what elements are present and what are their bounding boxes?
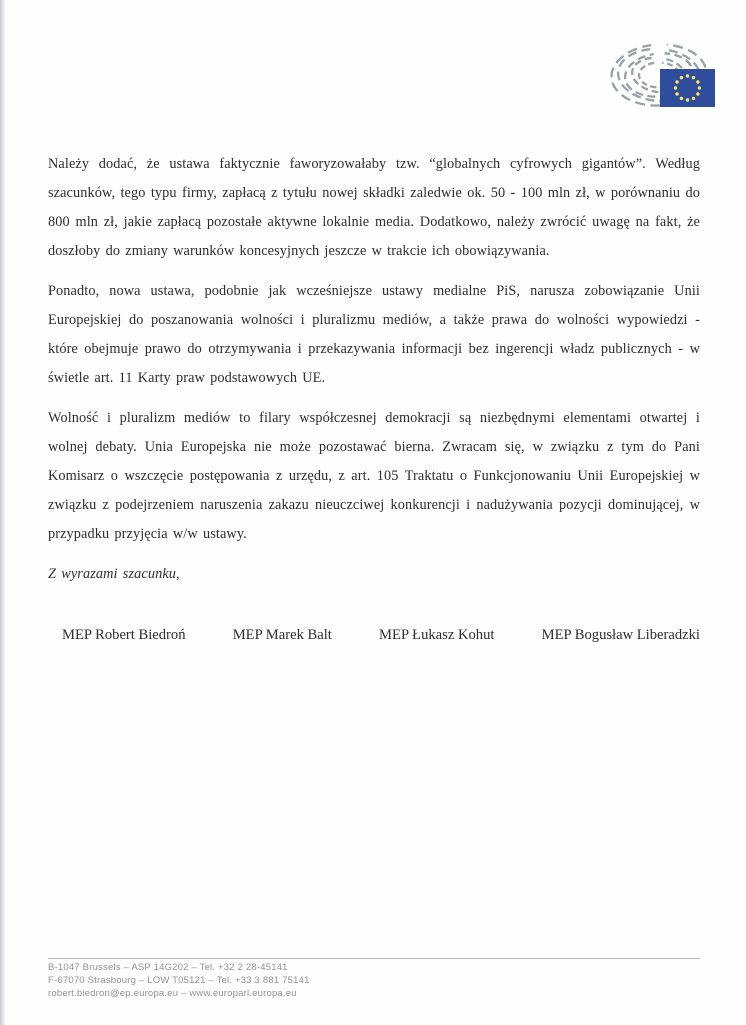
paragraph-3: Wolność i pluralizm mediów to filary współczesnej demokracji są niezbędnymi elementami otwartej i wolnej debaty. Unia Europejska nie może pozostawać bierna. Zwracam się, w związku z tym do Pani Komisarz o wszczęcie postępowania z urzędu, z art. 105 Traktatu o Funkcjonowaniu Unii Europejskiej w związku z podejrzeniem naruszenia zakazu nieuczciwej konkurencji i nadużywania pozycji dominującej, w przypadku przyjęcia w/w ustawy. [48, 410, 700, 542]
signatory-robert-biedron: MEP Robert Biedroń [62, 627, 186, 643]
closing-salutation: Z wyrazami szacunku, [48, 566, 180, 582]
european-parliament-hemicycle-icon [607, 40, 717, 110]
eu-flag-icon [660, 69, 715, 107]
paragraph-1: Należy dodać, że ustawa faktycznie faworyzowałaby tzw. “globalnych cyfrowych gigantów”. Według szacunków, tego typu firmy, zapłacą z tytułu nowej składki zaledwie ok. 50 - 100 mln zł, w porównaniu do 800 mln zł, jakie zapłacą pozostałe aktywne lokalnie media. Dodatkowo, należy zwrócić uwagę na fakt, że doszłoby do zmiany warunków koncesyjnych jeszcze w trakcie ich obowiązywania. [48, 156, 700, 259]
footer-address-brussels: B-1047 Brussels – ASP 14G202 – Tel. +32 2 28-45141 [48, 962, 288, 973]
paragraph-2: Ponadto, nowa ustawa, podobnie jak wcześniejsze ustawy medialne PiS, narusza zobowiązanie Unii Europejskiej do poszanowania wolności i pluralizmu mediów, a także prawa do wolności wypowiedzi - które obejmuje prawo do otrzymywania i przekazywania informacji bez ingerencji władz publicznych - w świetle art. 11 Karty praw podstawowych UE. [48, 283, 700, 386]
footer-address-strasbourg: F-67070 Strasbourg – LOW T05121 – Tel. +33 3 881 75141 [48, 974, 310, 986]
letter-footer [48, 958, 700, 1000]
signatory-boguslaw-liberadzki: MEP Bogusław Liberadzki [541, 627, 700, 643]
signature-row [48, 627, 700, 644]
letter-body [48, 150, 700, 644]
european-parliament-logo [607, 40, 717, 110]
footer-contact-line: robert.biedron@ep.europa.eu – www.europarl.europa.eu [48, 987, 297, 999]
signatory-lukasz-kohut: MEP Łukasz Kohut [379, 627, 495, 643]
page-edge-shadow [0, 0, 6, 1025]
signatory-marek-balt: MEP Marek Balt [232, 627, 332, 643]
